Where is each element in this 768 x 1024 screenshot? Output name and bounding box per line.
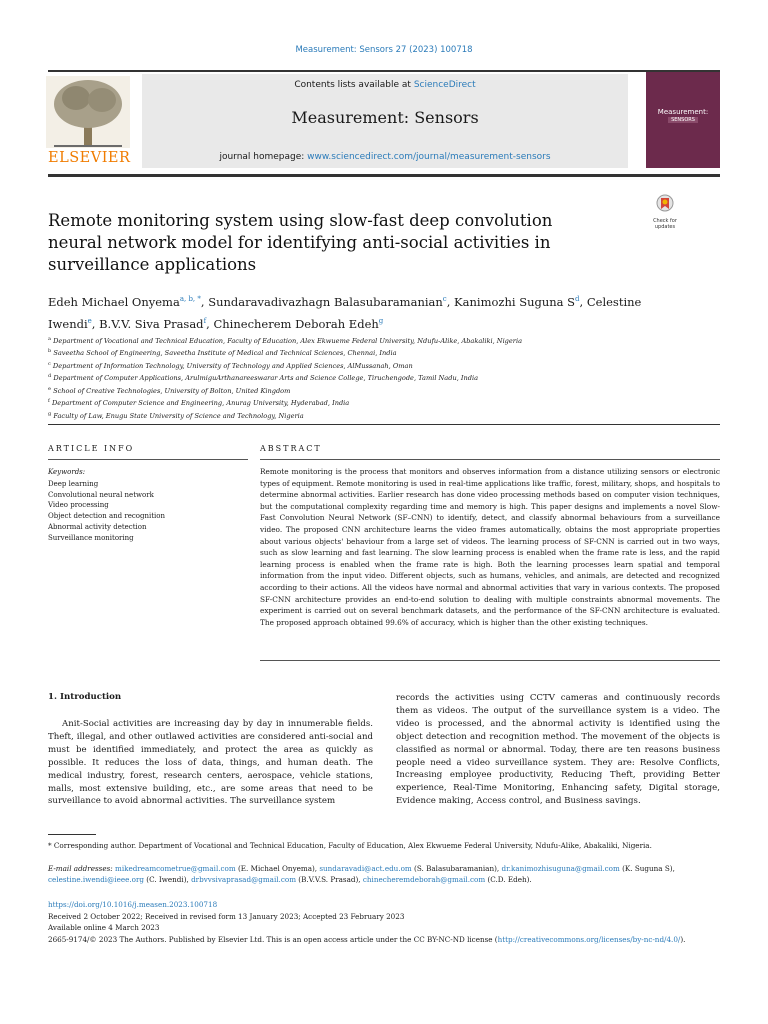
abstract-underline [260, 459, 720, 460]
email-link[interactable]: chinecheremdeborah@gmail.com [362, 875, 486, 884]
keyword-item: Convolutional neural network [48, 490, 154, 499]
email-owner: (E. Michael Onyema), [235, 864, 320, 873]
affiliation-text: Department of Computer Applications, ArulmiguArthanareeswarar Arts and Science College, Tiruchengode, Tamil Nadu, India [53, 374, 479, 383]
affiliation-sup: g [48, 410, 52, 417]
affiliation-text: Department of Information Technology, University of Technology and Applied Sciences, AlMussanah, Oman [52, 362, 413, 371]
homepage-link[interactable]: www.sciencedirect.com/journal/measurement-sensors [307, 152, 551, 162]
abstract-bottom-rule [260, 660, 720, 661]
email-link[interactable]: sundaravadi@act.edu.om [319, 864, 412, 873]
license-suffix: ). [680, 935, 686, 944]
sciencedirect-link[interactable]: ScienceDirect [413, 80, 476, 90]
affiliation-item [48, 334, 728, 346]
affiliation-sup: e [48, 385, 51, 392]
email-owner: (C. Iwendi), [144, 875, 192, 884]
contents-prefix: Contents lists available at [294, 80, 414, 90]
affiliation-text: School of Creative Technologies, University of Bolton, United Kingdom [53, 387, 291, 396]
email-owner: (S. Balasubaramanian), [411, 864, 502, 873]
author-sup[interactable]: e [87, 316, 92, 325]
email-link[interactable]: dr.kanimozhisuguna@gmail.com [501, 864, 620, 873]
section-heading: 1. Introduction [48, 692, 122, 702]
author-name[interactable]: B.V.V. Siva Prasad [99, 316, 204, 331]
email-link[interactable]: drbvvsivaprasad@gmail.com [191, 875, 297, 884]
cover-title: Measurement: [657, 108, 709, 116]
corresponding-author-note: * Corresponding author. Department of Vocational and Technical Education, Faculty of Education, Alex Ekwueme Federal University, Ndufu-Alike, Abakaliki, Nigeria. [48, 841, 652, 850]
header-rule-top [48, 70, 720, 72]
check-for-updates-button[interactable] [648, 194, 682, 230]
available-online: Available online 4 March 2023 [48, 923, 160, 932]
publisher-name: ELSEVIER [48, 150, 131, 166]
article-info-underline [48, 459, 248, 460]
abstract-heading: ABSTRACT [260, 444, 322, 453]
cover-subtitle: SENSORS [668, 117, 698, 123]
journal-title: Measurement: Sensors [291, 108, 479, 127]
affiliation-item [48, 396, 728, 408]
author-name[interactable]: Kanimozhi Suguna S [454, 294, 576, 309]
email-addresses [48, 863, 720, 885]
author-name[interactable]: Sundaravadivazhagn Balasubaramanian [208, 294, 443, 309]
keyword-item: Abnormal activity detection [48, 522, 147, 531]
email-owner: (B.V.V.S. Prasad), [296, 875, 363, 884]
author-name[interactable]: Chinecherem Deborah Edeh [213, 316, 379, 331]
affiliation-item [48, 359, 728, 371]
author-name[interactable]: Celestine Iwendi [48, 294, 642, 331]
email-link[interactable]: celestine.iwendi@ieee.org [48, 875, 145, 884]
doi-link[interactable]: https://doi.org/10.1016/j.measen.2023.100718 [48, 900, 218, 909]
article-title: Remote monitoring system using slow-fast deep convolution neural network model for identifying anti-social activities in surveillance applications [48, 211, 553, 274]
affiliation-text: Saveetha School of Engineering, Saveetha Institute of Medical and Technical Sciences, Chennai, India [53, 349, 397, 358]
affiliation-item [48, 409, 728, 421]
author-list: Edeh Michael Onyema$^{a, b, *}$, Sundaravadivazhagn Balasubaramanian$^c$, Kanimozhi Suguna $S^d$, Celestine Iwendi$^e$, B.V.V. Siva Prasad$^f$, Chinecherem Deborah Edeh$^g$ [48, 294, 642, 331]
affiliation-sup: c [48, 360, 51, 367]
email-owner: (K. Suguna S), [619, 864, 675, 873]
check-updates-label: Check for updates [653, 218, 677, 230]
author-sup[interactable]: d [575, 295, 580, 303]
author-sup[interactable]: f [203, 316, 207, 325]
affiliation-text: Faculty of Law, Enugu State University of Science and Technology, Nigeria [53, 412, 304, 421]
license-prefix: 2665-9174/© 2023 The Authors. Published by Elsevier Ltd. This is an open access article under the CC BY-NC-ND license ( [48, 935, 498, 944]
intro-column-right: records the activities using CCTV cameras and continuously records them as videos. The output of the surveillance system is a video. The video is processed, and the abnormal activity is identified using the object detection and recognition method. The movement of the objects is classified as normal or abnormal. Today, there are ten reasons business people need a video surveillance system. They are: Resolve Conflicts, Increasing employee productivity, Reducing Theft, providing Better experience, Real-Time Monitoring, Enhancing safety, Digital storage, Evidence making, Access control, and Business savings. [396, 693, 720, 807]
email-label: E-mail addresses: [48, 864, 113, 873]
contents-line [142, 80, 628, 90]
abstract-text: Remote monitoring is the process that monitors and observes information from a distance utilizing sensors or electronic types of equipment. Remote monitoring is used in real-time applications like traffic, forest, military, shops, and hospitals to determine abnormal activities. Earlier research has done video processing methods based on computer vision techniques, but the computational complexity regarding time and memory is high. This paper designs and implements a novel Slow-Fast Convolution Neural Network (SF–CNN) to identify, detect, and classify abnormal behaviours from a surveillance video. The proposed CNN architecture learns the video frames automatically, obtains the most appropriate properties about various objects' behaviour from a large set of videos. The learning process of SF-CNN is carried out in two ways, such as slow learning and fast learning. The slow learning process is enabled when the frame rate is less, and the rapid learning process is enabled when the frame rate is high. Both the learning processes learn spatial and temporal information from the input video. Different objects, such as humans, vehicles, and animals, are detected and recognized according to their actions. All the videos have normal and abnormal activities that vary in various contexts. The proposed SF-CNN architecture provides an end-to-end solution to dealing with multiple constraints abnormal movements. The experiment is carried out on several benchmark datasets, and the performance of the SF-CNN architecture is evaluated. The proposed approach obtained 99.6% of accuracy, which is higher than the other existing techniques. [260, 467, 720, 627]
keywords-label: Keywords: [48, 468, 86, 476]
footnote-rule [48, 834, 96, 835]
intro-column-left: Anit-Social activities are increasing day by day in innumerable fields. Theft, illegal, and other outlawed activities are considered anti-social and must be identified immediately, and protect the area as quickly as possible. It reduces the loss of data, things, and human death. The medical industry, forest, research centers, aerospace, vehicle stations, malls, most extensive building, etc., are some areas that need to be surveillance to avoid abnormal activities. The surveillance system [48, 719, 373, 807]
journal-cover-image[interactable] [646, 72, 720, 168]
affiliation-item [48, 346, 728, 358]
keyword-item: Object detection and recognition [48, 512, 166, 521]
author-sup[interactable]: c [442, 295, 447, 303]
affiliation-text: Department of Computer Science and Engineering, Anurag University, Hyderabad, India [51, 399, 350, 408]
article-info-heading: ARTICLE INFO [48, 444, 135, 453]
author-name[interactable]: Edeh Michael Onyema [48, 294, 180, 309]
email-link[interactable]: mikedreamcometrue@gmail.com [115, 864, 236, 873]
keyword-item: Surveillance monitoring [48, 533, 134, 542]
homepage-prefix: journal homepage: [219, 152, 308, 162]
author-sup[interactable]: a, b, * [179, 295, 201, 303]
affiliation-item [48, 371, 728, 383]
affiliation-item [48, 384, 728, 396]
email-owner: (C.D. Edeh). [485, 875, 532, 884]
author-sup[interactable]: g [378, 316, 384, 325]
homepage-line [142, 152, 628, 162]
affiliation-sup: a [48, 336, 51, 342]
affiliation-text: Department of Vocational and Technical Education, Faculty of Education, Alex Ekwueme Federal University, Ndufu-Alike, Abakaliki, Nigeria [53, 337, 522, 346]
journal-reference[interactable]: Measurement: Sensors 27 (2023) 100718 [295, 45, 473, 55]
keyword-item: Deep learning [48, 480, 99, 488]
received-dates: Received 2 October 2022; Received in revised form 13 January 2023; Accepted 23 February 2023 [48, 912, 405, 921]
license-link[interactable]: http://creativecommons.org/licenses/by-nc-nd/4.0/ [497, 935, 681, 944]
affiliation-list [48, 334, 728, 421]
license-statement [48, 934, 720, 945]
bookmark-icon [656, 194, 674, 214]
affiliation-sup: b [48, 348, 52, 355]
keyword-item: Video processing [48, 501, 109, 510]
header-rule-bottom [48, 174, 720, 177]
affiliation-sup: d [48, 373, 52, 380]
keyword-list [48, 479, 248, 543]
article-info-rule [48, 424, 720, 425]
affiliation-sup: f [48, 398, 50, 405]
